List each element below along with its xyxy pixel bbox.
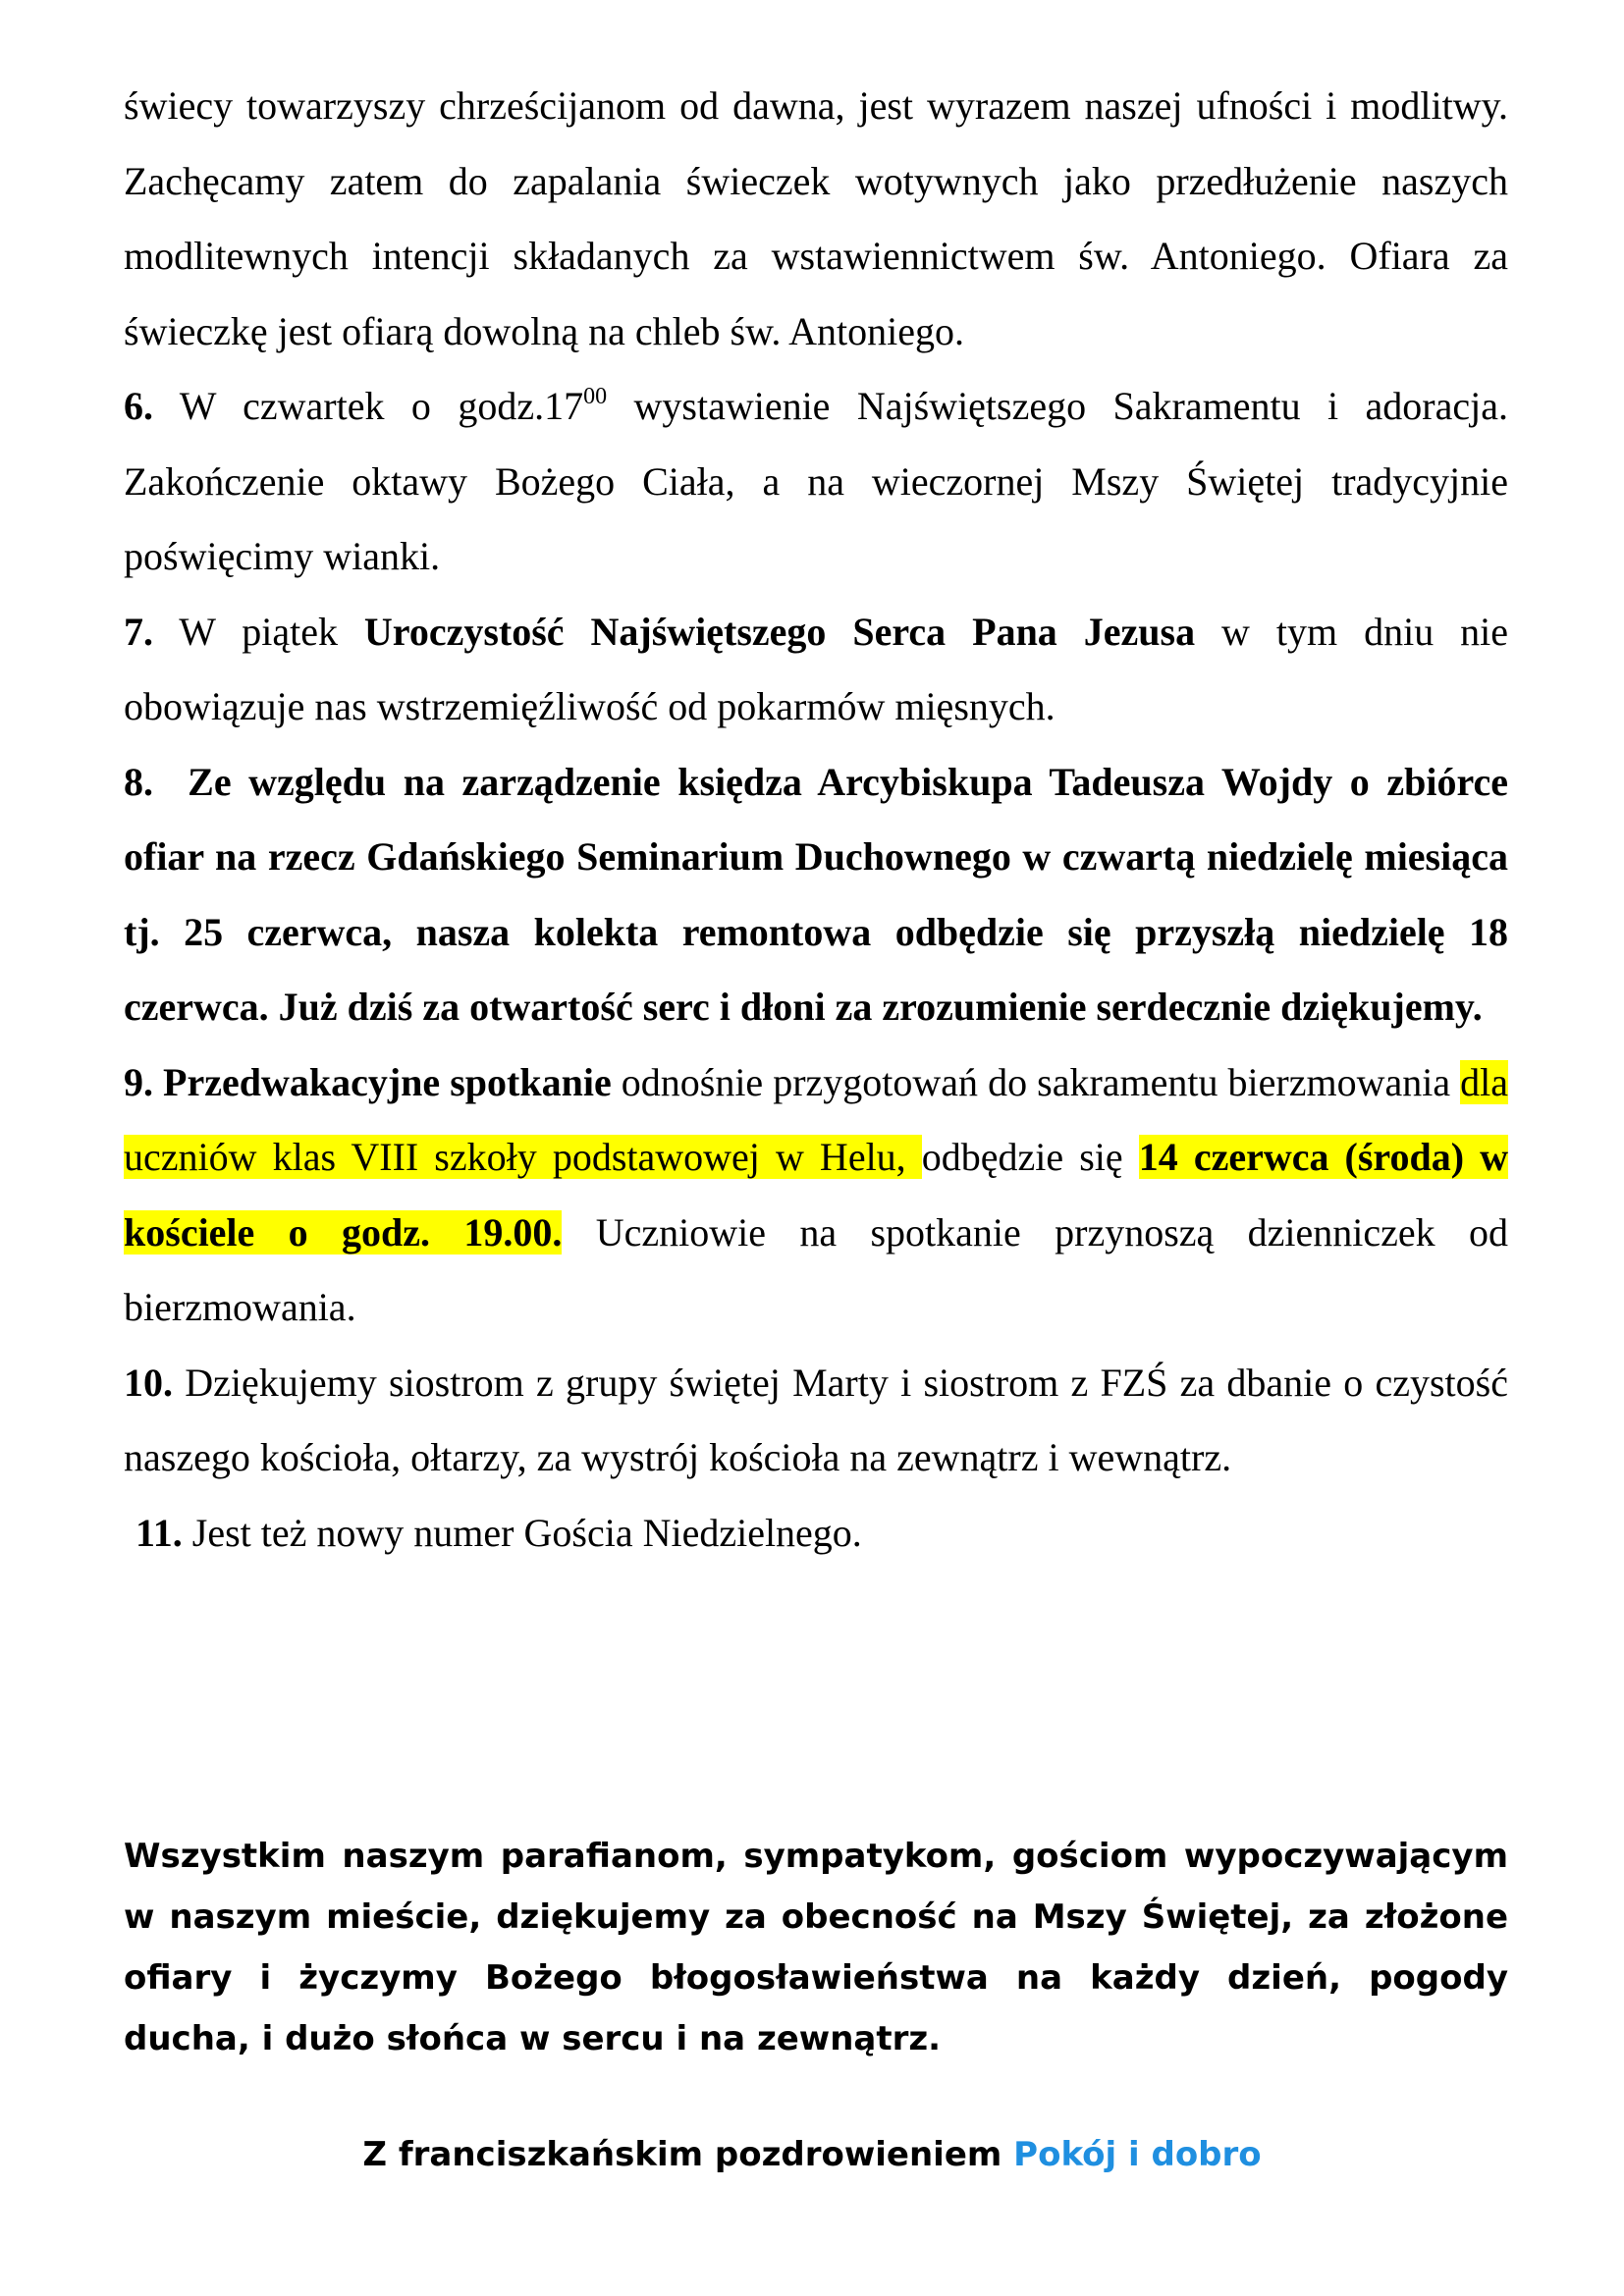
announcements-list bbox=[124, 69, 1518, 1571]
signature-text: Z franciszkańskim pozdrowieniem bbox=[362, 2135, 1014, 2174]
item-9-text-a: odnośnie przygotowań do sakramentu bierzmowania bbox=[611, 1059, 1461, 1104]
item-9-highlight-a: dla uczniów klas VIII szkoły podstawowej w Helu, bbox=[124, 1059, 1509, 1179]
item-6-text-b: wystawienie Najświętszego Sakramentu i adoracja. Zakończenie oktawy Bożego Ciała, a na wieczornej Mszy Świętej tradycyjnie poświęcimy wianki. bbox=[124, 384, 1508, 578]
item-10-text: Dziękujemy siostrom z grupy świętej Marty i siostrom z FZŚ za dbanie o czystość naszego kościoła, ołtarzy, za wystrój kościoła na zewnątrz i wewnątrz. bbox=[124, 1360, 1508, 1479]
item-9-bold: Przedwakacyjne spotkanie bbox=[153, 1059, 612, 1104]
item-8-number: 8. bbox=[124, 759, 153, 804]
item-9-text-c: Uczniowie na spotkanie przynoszą dzienniczek od bierzmowania. bbox=[124, 1209, 1508, 1329]
intro-paragraph bbox=[124, 69, 1508, 369]
item-6 bbox=[124, 369, 1508, 595]
item-9-number: 9. bbox=[124, 1059, 153, 1104]
item-10 bbox=[124, 1346, 1508, 1496]
announcements-page bbox=[124, 69, 1518, 1571]
item-9-text-b: odbędzie się bbox=[921, 1135, 1139, 1179]
item-7 bbox=[124, 595, 1508, 745]
intro-text: świecy towarzyszy chrześcijanom od dawna, jest wyrazem naszej ufności i modlitwy. Zachęcamy zatem do zapalania świeczek wotywnych jako przedłużenie naszych modlitewnych intencji składanych za wstawiennictwem św. Antoniego. Ofiara za świeczkę jest ofiarą dowolną na chleb św. Antoniego. bbox=[124, 83, 1508, 353]
item-9 bbox=[124, 1045, 1508, 1346]
item-7-number: 7. bbox=[124, 609, 153, 654]
item-7-bold: Uroczystość Najświętszego Serca Pana Jezusa bbox=[363, 609, 1196, 654]
item-6-text-a: W czwartek o godz.17 bbox=[153, 384, 584, 428]
closing-text: Wszystkim naszym parafianom, sympatykom, gościom wypoczywającym w naszym mieście, dziękujemy za obecność na Mszy Świętej, za złożone ofiary i życzymy Bożego błogosławieństwa na każdy dzień, pogody ducha, i dużo słońca w sercu i na zewnątrz. bbox=[124, 1837, 1508, 2058]
item-6-time-superscript: 00 bbox=[583, 384, 608, 409]
signature-line bbox=[0, 2130, 1624, 2179]
item-10-number: 10. bbox=[124, 1360, 173, 1405]
item-8-text: Ze względu na zarządzenie księdza Arcybiskupa Tadeusza Wojdy o zbiórce ofiar na rzecz Gdańskiego Seminarium Duchownego w czwartą niedzielę miesiąca tj. 25 czerwca, nasza kolekta remontowa odbędzie się przyszłą niedzielę 18 czerwca. Już dziś za otwartość serc i dłoni za zrozumienie serdecznie dziękujemy. bbox=[124, 759, 1518, 1029]
item-6-number: 6. bbox=[124, 384, 153, 428]
item-9-highlight-b: 14 czerwca (środa) w kościele o godz. 19.00. bbox=[124, 1135, 1508, 1255]
item-11-text: Jest też nowy numer Gościa Niedzielnego. bbox=[182, 1510, 862, 1555]
item-11-number: 11. bbox=[135, 1510, 183, 1555]
item-11 bbox=[124, 1496, 1508, 1572]
item-7-text-a: W piątek bbox=[153, 609, 364, 654]
signature-blue-text: Pokój i dobro bbox=[1013, 2135, 1262, 2174]
closing-message bbox=[124, 1826, 1508, 2069]
item-8 bbox=[124, 745, 1518, 1045]
item-7-text-b: w tym dniu nie obowiązuje nas wstrzemięźliwość od pokarmów mięsnych. bbox=[124, 609, 1509, 728]
